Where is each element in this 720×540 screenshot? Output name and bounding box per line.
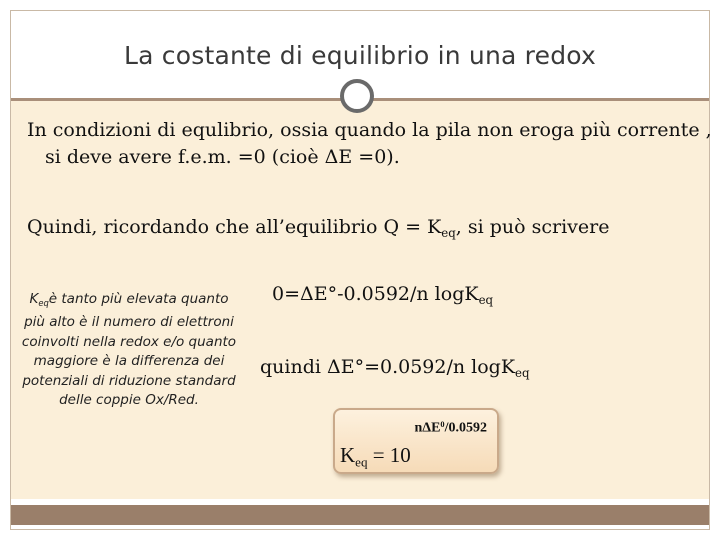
formula1-subscript: eq bbox=[478, 293, 494, 308]
keq-base-subscript: eq bbox=[355, 454, 368, 470]
paragraph-reaction-quotient bbox=[27, 214, 697, 247]
keq-formula-box bbox=[333, 408, 499, 474]
paragraph2-suffix: , si può scrivere bbox=[455, 216, 610, 238]
keq-exponent-pre: nΔE bbox=[414, 420, 441, 436]
slide-title: La costante di equilibrio in una redox bbox=[124, 41, 596, 70]
keq-exponent-sup: 0 bbox=[440, 420, 445, 429]
note-text: è tanto più elevata quanto più alto è il numero di elettroni coinvolti nella redox e/o quanto maggiore è la differenza dei potenziali di riduzione standard delle coppie Ox/Red. bbox=[21, 291, 237, 409]
formula-nernst-equilibrium bbox=[272, 283, 493, 307]
circle-ornament-icon bbox=[340, 79, 374, 113]
formula-delta-e-standard bbox=[260, 356, 530, 380]
keq-base-rest: = 10 bbox=[367, 443, 411, 467]
paragraph2-subscript: eq bbox=[441, 226, 456, 241]
formula2-main: quindi ΔE°=0.0592/n logK bbox=[260, 356, 516, 378]
paragraph-equilibrium-condition: In condizioni di equlibrio, ossia quando la pila non eroga più corrente , si deve avere f.e.m. =0 (cioè ΔE =0). bbox=[27, 119, 712, 168]
keq-exponent bbox=[415, 420, 487, 437]
paragraph2-prefix: Quindi, ricordando che all’equilibrio Q = K bbox=[27, 216, 442, 238]
keq-exponent-post: /0.0592 bbox=[444, 420, 487, 436]
formula1-main: 0=ΔE°-0.0592/n logK bbox=[272, 283, 479, 305]
note-k-symbol: K bbox=[29, 291, 39, 307]
formula2-subscript: eq bbox=[515, 366, 530, 381]
keq-base bbox=[340, 443, 411, 471]
keq-explanation-note bbox=[18, 290, 240, 411]
footer-bar bbox=[11, 505, 709, 525]
keq-base-k: K bbox=[340, 443, 356, 467]
note-k-subscript: eq bbox=[38, 297, 49, 308]
